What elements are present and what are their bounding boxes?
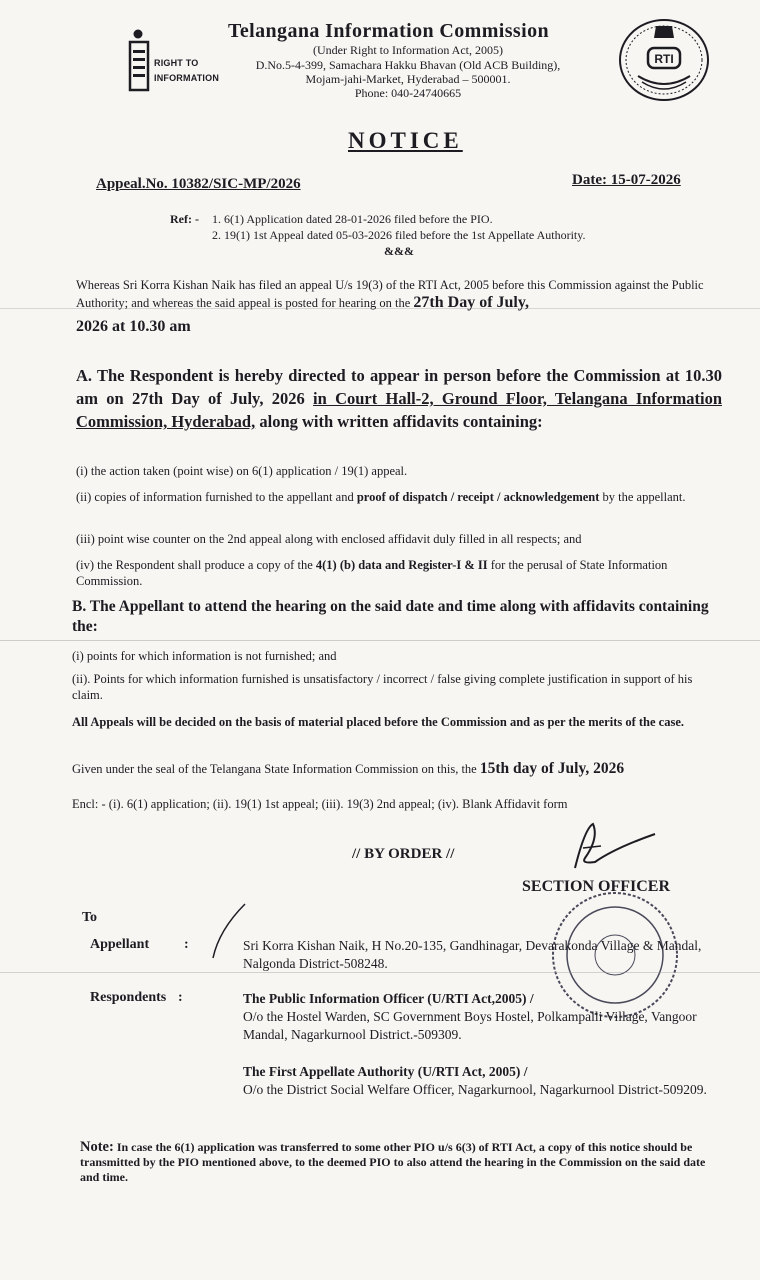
appellant-address: Sri Korra Kishan Naik, H No.20-135, Gandhinagar, Devarakonda Village & Mandal, Nalgonda District-508248.: [243, 938, 702, 971]
officer-signature-icon: [555, 818, 665, 878]
header-address-line2: Mojam-jahi-Market, Hyderabad – 500001.: [305, 72, 511, 86]
ref-separator: &&&: [384, 244, 414, 258]
item-a-iv-text: (iv) the Respondent shall produce a copy of the: [76, 558, 316, 572]
section-b-heading: B. The Appellant to attend the hearing on the said date and time along with affidavits containing the:: [72, 598, 709, 635]
appellant-label: Appellant: [90, 937, 150, 952]
rti-document-icon: [128, 28, 150, 94]
header-address-line1: D.No.5-4-399, Samachara Hakku Bhavan (Old ACB Building),: [255, 58, 561, 72]
respondent-faa-title: The First Appellate Authority (U/RTI Act, 2005) /: [243, 1064, 528, 1079]
whereas-hearing-time: 2026 at 10.30 am: [76, 318, 191, 335]
item-a-iv-end: for the perusal of State Information Commission.: [76, 558, 668, 588]
whereas-hearing-date: 27th Day of July,: [413, 294, 529, 311]
seal-text: RTI: [654, 52, 674, 66]
section-officer: SECTION OFFICER: [522, 878, 671, 895]
respondent-faa-address: O/o the District Social Welfare Officer, Nagarkurnool, Nagarkurnool District-509209.: [243, 1082, 707, 1097]
ref-label: Ref: -: [170, 212, 199, 226]
item-a-i: (i) the action taken (point wise) on 6(1) application / 19(1) appeal.: [76, 464, 408, 478]
rti-logo-line2: INFORMATION: [154, 73, 220, 83]
item-a-ii-end: by the appellant.: [599, 490, 686, 504]
item-a-iv-bold: 4(1) (b) data and Register-I & II: [315, 558, 488, 572]
section-a-venue: in Court Hall-2, Ground Floor, Telangana Information Commission, Hyderabad,: [76, 389, 722, 431]
commission-title: Telangana Information Commission: [228, 20, 549, 42]
note-paragraph: [80, 1140, 720, 1185]
item-b-i: (i) points for which information is not furnished; and: [72, 649, 337, 663]
respondent-faa: [243, 1063, 713, 1099]
rti-logo-line1: RIGHT TO: [154, 58, 199, 68]
to-label: To: [82, 910, 98, 925]
all-appeals-statement: All Appeals will be decided on the basis of material placed before the Commission and as per the merits of the case.: [72, 715, 685, 729]
note-text: In case the 6(1) application was transferred to some other PIO u/s 6(3) of RTI Act, a copy of this notice should be transmitted by the PIO mentioned above, to the deemed PIO to also attend the hearing in the Commission on the said date and time.: [80, 1140, 706, 1184]
ref-item-1: 1. 6(1) Application dated 28-01-2026 filed before the PIO.: [212, 212, 493, 226]
respondent-pio: [243, 990, 713, 1044]
section-a-text: A. The Respondent is hereby directed to appear in person before the Commission at 10.30 am on 27th Day of July, 2026: [76, 366, 722, 408]
given-text: Given under the seal of the Telangana State Information Commission on this, the: [72, 762, 480, 776]
paper-fold-line: [0, 972, 760, 973]
whereas-paragraph: [76, 276, 722, 312]
note-label: Note:: [80, 1139, 114, 1155]
header-phone: Phone: 040-24740665: [354, 86, 462, 100]
section-a-text-end: along with written affidavits containing:: [255, 412, 543, 431]
header-act-line: (Under Right to Information Act, 2005): [313, 43, 503, 57]
ref-item-2: 2. 19(1) 1st Appeal dated 05-03-2026 filed before the 1st Appellate Authority.: [212, 228, 586, 242]
item-a-iv: [76, 557, 722, 589]
whereas-text: Whereas Sri Korra Kishan Naik has filed an appeal U/s 19(3) of the RTI Act, 2005 before this Commission against the Public Authority; and whereas the said appeal is posted for hearing on the: [76, 278, 704, 310]
respondents-colon: :: [178, 990, 183, 1005]
by-order: // BY ORDER //: [352, 846, 455, 862]
item-a-ii-bold: proof of dispatch / receipt / acknowledgement: [356, 490, 600, 504]
given-day: 15th: [479, 760, 510, 777]
item-a-ii: [76, 489, 722, 505]
given-under-seal: [72, 760, 624, 778]
respondent-pio-title: The Public Information Officer (U/RTI Act,2005) /: [243, 991, 534, 1006]
respondents-label: Respondents: [90, 990, 167, 1005]
paper-fold-line: [0, 640, 760, 641]
enclosures: Encl: - (i). 6(1) application; (ii). 19(1) 1st appeal; (iii). 19(3) 2nd appeal; (iv). Blank Affidavit form: [72, 797, 568, 811]
appellant-colon: :: [184, 937, 189, 952]
appeal-number: Appeal.No. 10382/SIC-MP/2026: [96, 176, 301, 192]
item-b-ii: (ii). Points for which information furnished is unsatisfactory / incorrect / false giving complete justification in support of his claim.: [72, 672, 693, 702]
section-a-paragraph: [76, 364, 722, 433]
respondent-pio-address: O/o the Hostel Warden, SC Government Boys Hostel, Polkampalli Village, Vangoor Mandal, Nagarkurnool District.-509309.: [243, 1009, 697, 1042]
commission-seal-icon: [618, 18, 710, 102]
notice-date: Date: 15-07-2026: [572, 172, 681, 188]
given-month-year: day of July, 2026: [509, 760, 625, 777]
item-a-ii-text: (ii) copies of information furnished to the appellant and: [76, 490, 357, 504]
notice-title: NOTICE: [348, 128, 463, 153]
item-a-iii: (iii) point wise counter on the 2nd appeal along with enclosed affidavit duly filled in all respects; and: [76, 532, 582, 546]
